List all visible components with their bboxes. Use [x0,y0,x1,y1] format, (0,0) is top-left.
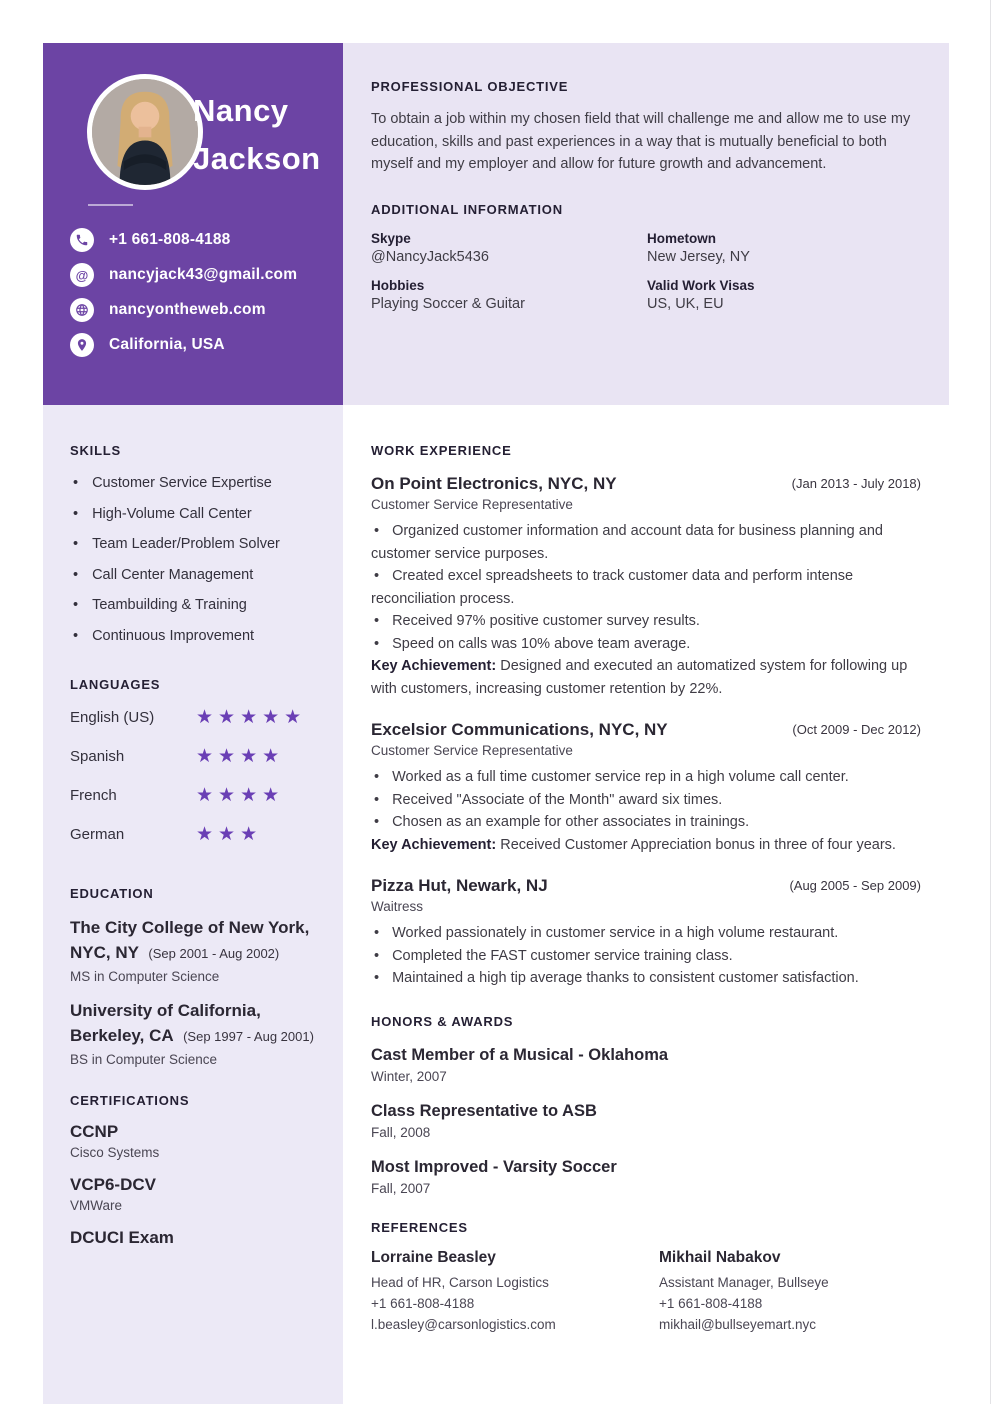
objective-section-title: PROFESSIONAL OBJECTIVE [371,79,569,94]
info-value: @NancyJack5436 [371,248,489,265]
key-achievement-text: Received Customer Appreciation bonus in three of four years. [500,836,896,853]
contact-location [70,333,330,357]
skills-list [70,468,323,651]
key-achievement-label: Key Achievement: [371,836,497,853]
info-label: Hometown [647,230,716,246]
education-item [70,998,323,1067]
contact-phone [70,228,330,252]
certifications-list [70,1122,323,1248]
certification-item [70,1122,323,1160]
certification-issuer: VMWare [70,1198,123,1213]
education-list [70,915,323,1067]
skills-section-title: SKILLS [70,443,122,458]
person-name [193,87,321,183]
honor-title: Cast Member of a Musical - Oklahoma [371,1045,669,1064]
globe-icon [70,298,94,322]
avatar [87,74,203,190]
certification-name: DCUCI Exam [70,1228,174,1247]
job-bullet: • Received 97% positive customer survey results. [371,610,921,633]
honor-date: Fall, 2007 [371,1180,431,1196]
job-bullet: • Received "Associate of the Month" award six times. [371,789,921,812]
honors-section-title: HONORS & AWARDS [371,1013,514,1029]
language-name: French [70,787,117,804]
phone-icon [70,228,94,252]
job-bullet: • Chosen as an example for other associates in trainings. [371,811,921,834]
education-dates: (Sep 1997 - Aug 2001) [183,1029,314,1044]
certification-item [70,1175,323,1213]
honor-title: Most Improved - Varsity Soccer [371,1157,617,1176]
job-role: Customer Service Representative [371,743,573,758]
job-role: Customer Service Representative [371,497,573,512]
person-name-first: Nancy [193,93,289,128]
sidebar [43,405,343,1404]
job-bullet: • Speed on calls was 10% above team average. [371,633,921,656]
additional-info-grid [371,231,921,312]
header-block [43,43,343,405]
skill-item: • Teambuilding & Training [70,590,323,621]
language-rating-stars: ★★★ [196,824,263,845]
honor-item [371,1155,921,1196]
info-value: Playing Soccer & Guitar [371,295,525,312]
key-achievement-label: Key Achievement: [371,658,497,674]
reference-item [371,1249,659,1335]
certification-issuer: Cisco Systems [70,1145,160,1160]
skill-item: • Customer Service Expertise [70,468,323,499]
job-bullet: • Worked passionately in customer service in a high volume restaurant. [371,922,921,945]
school-name-text: University of California, Berkeley, CA [70,1001,261,1045]
education-item [70,915,323,984]
company-name: Pizza Hut, Newark, NJ [371,876,548,895]
certifications-section-title: CERTIFICATIONS [70,1093,190,1108]
info-label: Valid Work Visas [647,277,755,293]
language-name: Spanish [70,748,125,765]
language-rating-stars: ★★★★ [196,785,285,806]
avatar-photo-illustration [92,79,198,185]
reference-phone: +1 661-808-4188 [371,1295,475,1311]
reference-email: mikhail@bullseyemart.nyc [659,1316,817,1332]
skill-item: • Call Center Management [70,560,323,591]
email-address: nancyjack43@gmail.com [109,266,298,283]
contact-website [70,298,330,322]
language-row [70,737,323,776]
job-dates: (Oct 2009 - Dec 2012) [792,722,921,737]
summary-panel [343,43,949,405]
info-value: New Jersey, NY [647,248,750,265]
language-name: German [70,826,125,843]
key-achievement [371,834,921,857]
language-name: English (US) [70,709,155,726]
language-row [70,776,323,815]
reference-name: Lorraine Beasley [371,1248,496,1266]
job-header [371,874,921,897]
reference-email: l.beasley@carsonlogistics.com [371,1316,556,1332]
school-name-text: The City College of New York, NYC, NY [70,918,310,962]
reference-role: Assistant Manager, Bullseye [659,1274,829,1290]
honors-list [371,1043,921,1196]
main-column [343,405,949,1404]
company-name: Excelsior Communications, NYC, NY [371,720,668,739]
job-bullet: • Worked as a full time customer service rep in a high volume call center. [371,766,921,789]
contact-list [70,228,330,368]
job-bullet: • Maintained a high tip average thanks to consistent customer satisfaction. [371,967,921,990]
language-rating-stars: ★★★★★ [196,707,307,728]
certification-item [70,1228,323,1248]
honor-date: Fall, 2008 [371,1124,431,1140]
job-bullet: • Organized customer information and account data for business planning and customer service purposes. [371,520,921,565]
website-url: nancyontheweb.com [109,301,266,318]
education-section-title: EDUCATION [70,886,154,901]
person-name-last: Jackson [193,141,321,176]
company-name: On Point Electronics, NYC, NY [371,474,617,493]
header-divider [88,204,133,206]
references-section-title: REFERENCES [371,1219,468,1235]
objective-text: To obtain a job within my chosen field that will challenge me and allow me to use my education, skills and past experiences in a way that is mutually beneficial to both myself and my employer and allow for future growth and advancement. [371,111,911,172]
reference-name: Mikhail Nabakov [659,1248,781,1266]
location-text: California, USA [109,336,225,353]
languages-section-title: LANGUAGES [70,677,161,692]
degree-name: BS in Computer Science [70,1052,218,1067]
info-hometown [647,231,921,265]
job-entry [371,874,921,990]
info-label: Hobbies [371,277,425,293]
references-grid [371,1249,921,1335]
skill-item: • High-Volume Call Center [70,499,323,530]
job-header [371,472,921,495]
info-skype [371,231,647,265]
honor-item [371,1099,921,1140]
school-name [70,915,323,966]
info-label: Skype [371,230,411,246]
certification-name: VCP6-DCV [70,1175,156,1194]
language-row [70,815,323,854]
education-dates: (Sep 2001 - Aug 2002) [148,946,280,961]
reference-role: Head of HR, Carson Logistics [371,1274,549,1290]
reference-phone: +1 661-808-4188 [659,1295,763,1311]
school-name [70,998,323,1049]
honor-date: Winter, 2007 [371,1068,447,1084]
key-achievement-text: Designed and executed an automatized system for following up with customers, increasing customer retention by 22%. [371,658,908,697]
job-role: Waitress [371,899,424,914]
info-value: US, UK, EU [647,295,724,312]
languages-list [70,698,323,854]
info-visas [647,278,921,312]
location-icon [70,333,94,357]
reference-item [659,1249,921,1335]
skill-item: • Team Leader/Problem Solver [70,529,323,560]
additional-info-section-title: ADDITIONAL INFORMATION [371,201,563,217]
honor-title: Class Representative to ASB [371,1101,597,1120]
info-hobbies [371,278,647,312]
phone-number: +1 661-808-4188 [109,231,231,248]
certification-name: CCNP [70,1122,119,1141]
key-achievement [371,655,921,700]
job-dates: (Jan 2013 - July 2018) [791,476,921,491]
job-dates: (Aug 2005 - Sep 2009) [789,878,921,893]
degree-name: MS in Computer Science [70,969,220,984]
job-entry [371,718,921,856]
email-icon: @ [70,263,94,287]
language-rating-stars: ★★★★ [196,746,285,767]
honor-item [371,1043,921,1084]
job-bullet: • Completed the FAST customer service training class. [371,945,921,968]
job-entry [371,472,921,700]
work-section-title: WORK EXPERIENCE [371,443,512,458]
job-bullet: • Created excel spreadsheets to track customer data and perform intense reconciliation process. [371,565,921,610]
job-header [371,718,921,741]
language-row [70,698,323,737]
skill-item: • Continuous Improvement [70,621,323,652]
contact-email [70,263,330,287]
